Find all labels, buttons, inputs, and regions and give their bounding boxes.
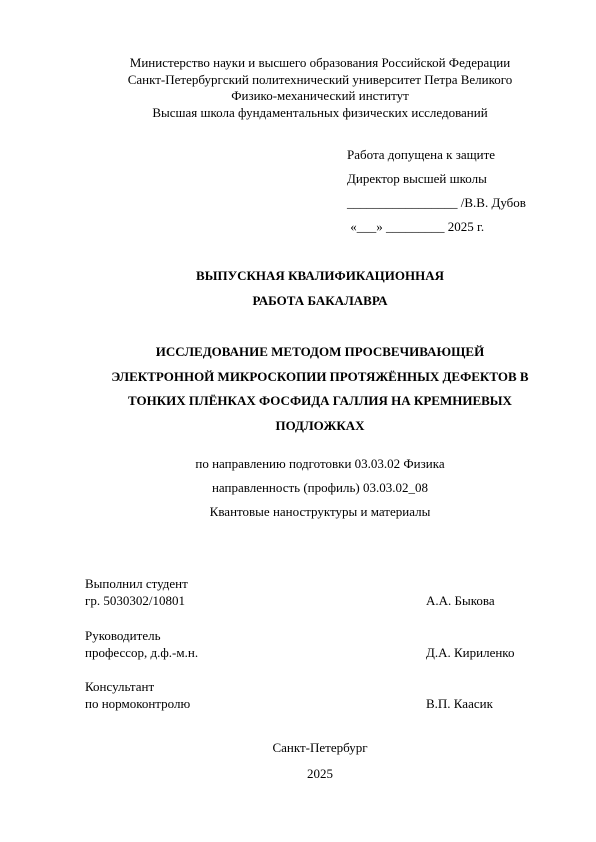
year: 2025 (307, 766, 333, 781)
student-signature (85, 575, 545, 623)
thesis-title-line-3: ТОНКИХ ПЛЁНКАХ ФОСФИДА ГАЛЛИЯ НА КРЕМНИЕВЫХ (128, 393, 512, 408)
school-name: Высшая школа фундаментальных физических исследований (152, 104, 488, 120)
university-name: Санкт-Петербургский политехнический университет Петра Великого (127, 71, 513, 87)
signatures-block (85, 575, 545, 730)
institute-name: Физико-механический институт (231, 88, 409, 103)
work-type (0, 263, 596, 313)
ministry-name: Министерство науки и высшего образования Российской Федерации (129, 55, 511, 70)
work-type-line-1: ВЫПУСКНАЯ КВАЛИФИКАЦИОННАЯ (196, 268, 444, 283)
thesis-title-line-4: ПОДЛОЖКАХ (275, 417, 365, 433)
city: Санкт-Петербург (272, 740, 368, 755)
institution-header (0, 55, 596, 121)
consultant-signature (85, 678, 545, 726)
thesis-title (0, 340, 596, 438)
supervisor-name: Д.А. Кириленко (426, 644, 515, 660)
study-direction (0, 452, 596, 524)
work-type-line-2: РАБОТА БАКАЛАВРА (252, 293, 388, 308)
page-footer (0, 735, 596, 787)
direction-field: по направлению подготовки 03.03.02 Физика (195, 456, 445, 471)
student-role: Выполнил студент (85, 576, 188, 591)
director-position: Директор высшей школы (347, 171, 487, 186)
direction-profile: направленность (профиль) 03.03.02_08 (211, 480, 429, 495)
approval-block (347, 145, 526, 241)
consultant-name: В.П. Каасик (426, 696, 493, 711)
admitted-text: Работа допущена к защите (347, 147, 496, 162)
approval-date-line: «___» _________ 2025 г. (347, 219, 485, 234)
supervisor-role: Руководитель (85, 627, 161, 643)
direction-specialization: Квантовые наноструктуры и материалы (209, 504, 431, 519)
consultant-role: Консультант (85, 679, 155, 694)
consultant-scope: по нормоконтролю (85, 696, 191, 711)
student-name: А.А. Быкова (426, 593, 495, 608)
supervisor-title: профессор, д.ф.-м.н. (85, 644, 199, 660)
director-signature-line: _________________ /В.В. Дубов (347, 195, 526, 210)
thesis-title-line-1: ИССЛЕДОВАНИЕ МЕТОДОМ ПРОСВЕЧИВАЮЩЕЙ (155, 344, 485, 359)
supervisor-signature (85, 627, 545, 675)
thesis-title-line-2: ЭЛЕКТРОННОЙ МИКРОСКОПИИ ПРОТЯЖЁННЫХ ДЕФЕКТОВ В (111, 368, 529, 384)
student-group: гр. 5030302/10801 (85, 593, 185, 608)
